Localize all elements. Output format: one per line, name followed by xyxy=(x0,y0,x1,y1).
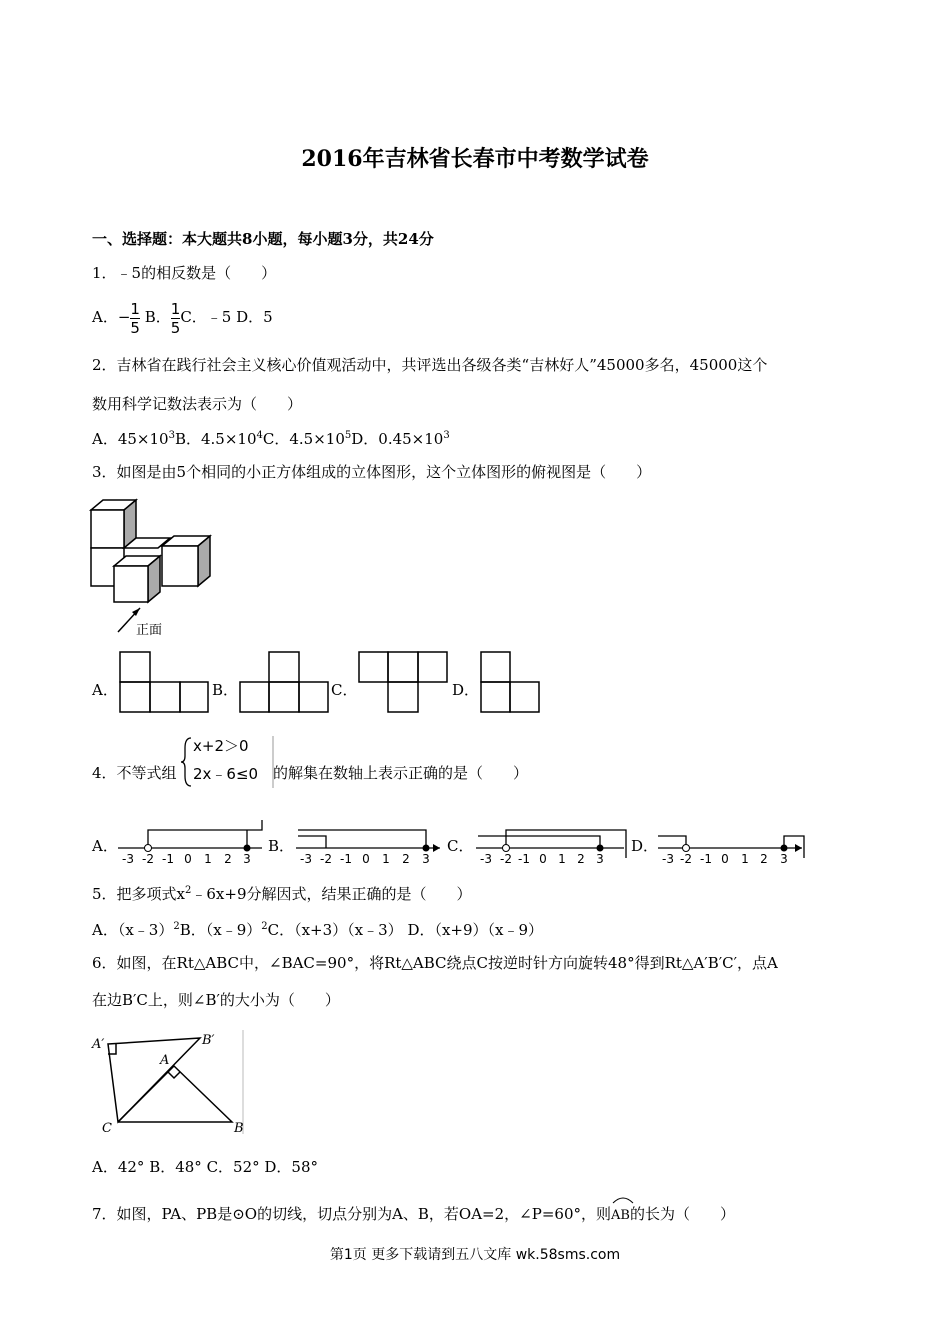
tick: 0 xyxy=(539,852,547,866)
section-heading: 一、选择题：本大题共8小题，每小题3分，共24分 xyxy=(92,230,434,248)
q4-post: 的解集在数轴上表示正确的是（ ） xyxy=(273,764,529,782)
tick: 3 xyxy=(422,852,430,866)
q2-opt-b-exp: 4 xyxy=(256,430,263,441)
tick: 1 xyxy=(741,852,749,866)
q6-line1: 6．如图，在Rt△ABC中，∠BAC=90°，将Rt△ABC绕点C按逆时针方向旋转48°得到Rt△A′B′C′，点A xyxy=(92,954,778,972)
tick: -1 xyxy=(700,852,712,866)
tick: 3 xyxy=(596,852,604,866)
q3-opt-a-figure xyxy=(118,650,210,714)
q2-line2: 数用科学记数法表示为（ ） xyxy=(92,395,303,413)
label-b: B xyxy=(234,1121,244,1136)
q2-options xyxy=(92,426,450,449)
q2-opt-c: C．4.5×10 xyxy=(262,430,345,448)
q1-b-den: 5 xyxy=(170,318,181,337)
page-title: 2016年吉林省长春市中考数学试卷 xyxy=(301,146,649,172)
q7-arc xyxy=(611,1204,630,1226)
q5-opt-b: B．（x﹣9） xyxy=(179,921,262,939)
q4-opt-c-label: C． xyxy=(447,837,474,855)
q5-stem-exp: 2 xyxy=(185,885,192,896)
q2-opt-a-exp: 3 xyxy=(168,430,175,441)
q2-opt-b: B．4.5×10 xyxy=(174,430,257,448)
q6-line2: 在边B′C上，则∠B′的大小为（ ） xyxy=(92,991,340,1009)
tick: 3 xyxy=(780,852,788,866)
q1-a-num: 1 xyxy=(130,299,140,318)
tick: -2 xyxy=(320,852,332,866)
q4-opt-b-numberline xyxy=(294,818,444,866)
label-b-prime: B′ xyxy=(202,1033,215,1048)
q1-b-num: 1 xyxy=(170,299,181,318)
q5-stem-pre: 5．把多项式x xyxy=(92,885,186,903)
q2-opt-d: D．0.45×10 xyxy=(351,430,444,448)
q5-stem xyxy=(92,881,472,904)
q2-line1: 2．吉林省在践行社会主义核心价值观活动中，共评选出各级各类“吉林好人”45000多名，45000这个 xyxy=(92,356,768,374)
tick: -2 xyxy=(680,852,692,866)
tick: 1 xyxy=(204,852,212,866)
q5-opt-a: A．（x﹣3） xyxy=(92,921,174,939)
label-a: A xyxy=(160,1053,170,1068)
q3-opt-c-label: C． xyxy=(331,681,358,699)
q3-opt-a-label: A． xyxy=(92,681,118,699)
page-footer: 第1页 更多下载请到五八文库 wk.58sms.com xyxy=(329,1247,621,1263)
q4-stem xyxy=(92,763,177,783)
q2-opt-c-exp: 5 xyxy=(344,430,352,441)
q1-options xyxy=(92,298,273,337)
q4-opt-a-label: A． xyxy=(92,837,118,855)
q4-pre: 4．不等式组 xyxy=(92,764,177,782)
q4-opt-d-numberline xyxy=(656,818,808,866)
tick: -1 xyxy=(162,852,174,866)
q4-opt-a-numberline xyxy=(116,818,266,866)
q3-stem: 3．如图是由5个相同的小正方体组成的立体图形，这个立体图形的俯视图是（ ） xyxy=(92,463,652,481)
arc-icon xyxy=(611,1194,635,1204)
q4-ineq1: x+2＞0 xyxy=(193,737,249,755)
tick: 3 xyxy=(243,852,251,866)
q4-opt-c-numberline xyxy=(474,818,629,866)
q5-options xyxy=(92,917,543,940)
tick: 0 xyxy=(184,852,192,866)
tick: -3 xyxy=(662,852,674,866)
tick: 2 xyxy=(402,852,410,866)
q1-a-label: A． xyxy=(92,308,118,326)
q6-options: A．42° B．48° C．52° D．58° xyxy=(92,1158,319,1176)
q1-rest: C．﹣5 D．5 xyxy=(180,308,273,326)
tick: -1 xyxy=(518,852,530,866)
q4-opt-b-label: B． xyxy=(268,837,295,855)
tick: -1 xyxy=(340,852,352,866)
tick: -2 xyxy=(500,852,512,866)
tick: 2 xyxy=(577,852,585,866)
tick: 1 xyxy=(558,852,566,866)
q3-opt-d-label: D． xyxy=(452,681,480,699)
tick: 0 xyxy=(721,852,729,866)
tick: -3 xyxy=(300,852,312,866)
q2-opt-a: A．45×10 xyxy=(92,430,169,448)
q3-cube-figure xyxy=(88,496,212,638)
q4-opt-d-label: D． xyxy=(631,837,659,855)
tick: 2 xyxy=(224,852,232,866)
q2-opt-d-exp: 3 xyxy=(443,430,450,441)
q1-a-den: 5 xyxy=(130,318,140,337)
tick: 0 xyxy=(362,852,370,866)
q1-a-sign: − xyxy=(117,308,131,326)
q1-stem: 1．﹣5的相反数是（ ） xyxy=(92,264,277,282)
q3-front-label: 正面 xyxy=(136,623,163,638)
q1-b-label: B． xyxy=(144,308,171,326)
tick: 1 xyxy=(382,852,390,866)
tick: -3 xyxy=(480,852,492,866)
q3-opt-b-label: B． xyxy=(212,681,239,699)
q5-stem-post: ﹣6x+9分解因式，结果正确的是（ ） xyxy=(191,885,472,903)
q3-opt-b-figure xyxy=(238,650,330,714)
q5-opt-b-exp: 2 xyxy=(261,921,268,932)
q6-triangle-figure xyxy=(88,1030,248,1138)
label-c: C xyxy=(102,1121,112,1136)
tick: -2 xyxy=(142,852,154,866)
tick: 2 xyxy=(760,852,768,866)
q7-post: 的长为（ ） xyxy=(629,1205,735,1223)
q7-arc-label: AB xyxy=(611,1208,630,1223)
q1-b-fraction xyxy=(171,300,181,337)
label-a-prime: A′ xyxy=(92,1037,105,1052)
q7-stem xyxy=(92,1204,735,1226)
q3-opt-c-figure xyxy=(357,650,449,714)
q4-ineq2: 2x﹣6≤0 xyxy=(193,765,259,783)
q5-opt-a-exp: 2 xyxy=(173,921,180,932)
q3-opt-d-figure xyxy=(479,650,543,714)
q7-pre: 7．如图，PA、PB是⊙O的切线，切点分别为A、B，若OA=2，∠P=60°，则 xyxy=(92,1205,611,1223)
q1-a-fraction xyxy=(130,300,140,337)
q5-opt-rest: C．（x+3）（x﹣3） D．（x+9）（x﹣9） xyxy=(267,921,544,939)
tick: -3 xyxy=(122,852,134,866)
